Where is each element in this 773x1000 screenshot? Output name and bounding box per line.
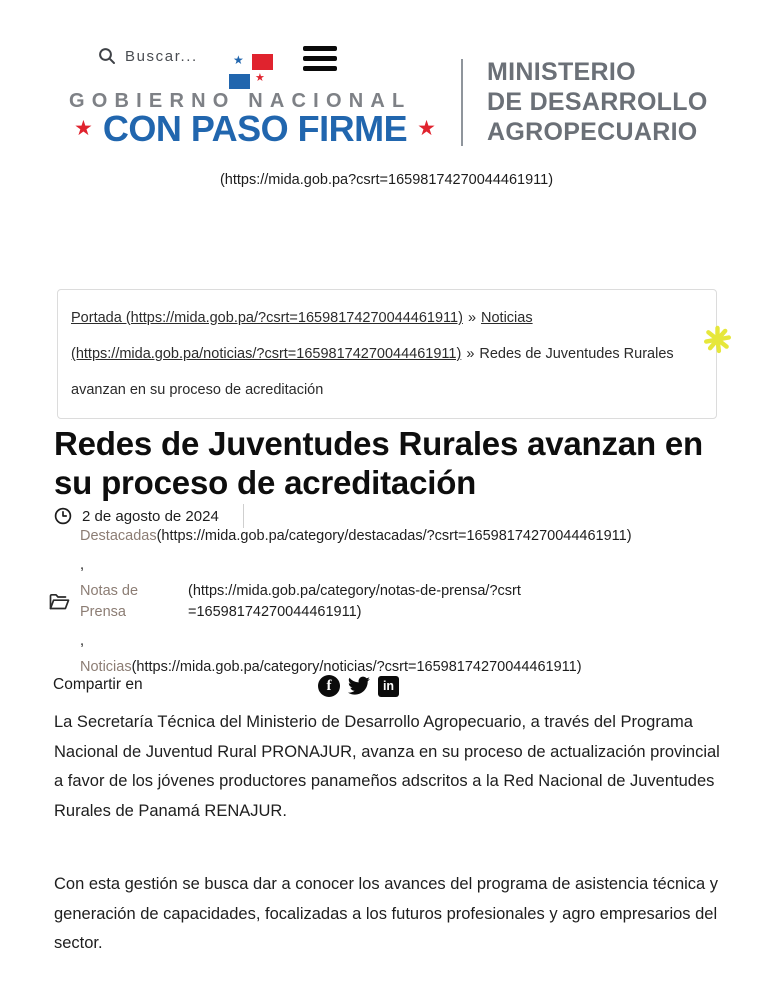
category-separator: , bbox=[80, 557, 85, 573]
category-link-label[interactable]: Noticias bbox=[80, 659, 132, 675]
breadcrumb-portada-link[interactable]: Portada (https://mida.gob.pa/?csrt=16598174270044461911) bbox=[71, 310, 463, 326]
logo-con-paso-firme-text: CON PASO FIRME bbox=[102, 108, 408, 149]
linkedin-icon[interactable]: in bbox=[378, 676, 399, 697]
logo-star-right-icon: ★ bbox=[417, 117, 436, 140]
ministry-line1: MINISTERIO bbox=[487, 58, 636, 86]
category-link-url[interactable]: (https://mida.gob.pa/category/destacadas/?csrt=16598174270044461911) bbox=[156, 528, 632, 544]
share-icons bbox=[318, 674, 399, 698]
menu-icon[interactable] bbox=[303, 46, 337, 71]
search-placeholder: Buscar... bbox=[125, 47, 198, 65]
logo-con-paso-firme bbox=[62, 108, 448, 150]
article-date-row bbox=[54, 504, 244, 528]
category-separator: , bbox=[80, 633, 85, 649]
ministry-wordmark bbox=[487, 57, 708, 147]
clock-icon bbox=[54, 507, 72, 525]
category-link-url[interactable]: (https://mida.gob.pa/category/noticias/?csrt=16598174270044461911) bbox=[131, 659, 582, 675]
category-link-label[interactable]: Destacadas bbox=[80, 528, 157, 544]
article-body bbox=[54, 708, 732, 1000]
article-paragraph: La Secretaría Técnica del Ministerio de Desarrollo Agropecuario, a través del Programa Nacional de Juventud Rural PRONAJUR, avanza en su proceso de actualización provincial a favor de los jóvenes productores panameños adscritos a la Red Nacional de Juventudes Rurales de Panamá RENAJUR. bbox=[54, 713, 720, 820]
article-date: 2 de agosto de 2024 bbox=[82, 507, 219, 525]
panama-flag-icon bbox=[231, 53, 273, 87]
flag-blue-star: ★ bbox=[233, 53, 244, 67]
breadcrumb-separator: » bbox=[467, 310, 477, 326]
share-label: Compartir en bbox=[53, 676, 143, 693]
category-item[interactable] bbox=[80, 526, 698, 547]
search-icon bbox=[98, 47, 116, 65]
breadcrumb bbox=[57, 289, 717, 419]
breadcrumb-separator: » bbox=[466, 346, 475, 362]
page-title: Redes de Juventudes Rurales avanzan en su proceso de acreditación bbox=[54, 425, 703, 501]
category-item[interactable] bbox=[80, 581, 698, 623]
category-list bbox=[80, 526, 698, 678]
logo-gobierno-nacional: GOBIERNO NACIONAL bbox=[69, 90, 412, 112]
category-link-label[interactable]: Notas de Prensa bbox=[80, 583, 139, 620]
facebook-icon[interactable]: f bbox=[318, 675, 340, 697]
meta-divider bbox=[243, 504, 244, 528]
twitter-icon[interactable] bbox=[347, 674, 371, 698]
article-paragraph: Con esta gestión se busca dar a conocer los avances del programa de asistencia técnica y generación de capacidades, focalizadas a los futuros profesionales y agro empresarios del sector. bbox=[54, 875, 719, 952]
category-link-url[interactable]: (https://mida.gob.pa/category/notas-de-prensa/?csrt=16598174270044461911) bbox=[188, 583, 521, 620]
folder-icon bbox=[49, 593, 70, 611]
yellow-asterisk-icon bbox=[702, 324, 733, 355]
logo-star-left-icon: ★ bbox=[74, 117, 93, 140]
breadcrumb-current: Redes de Juventudes Rurales avanzan en su proceso de acreditación bbox=[71, 346, 674, 398]
breadcrumb-noticias-link[interactable]: Noticias (https://mida.gob.pa/noticias/?csrt=16598174270044461911) bbox=[71, 310, 533, 362]
ministry-line3: AGROPECUARIO bbox=[487, 118, 698, 146]
search-input[interactable] bbox=[98, 47, 198, 65]
header-divider bbox=[461, 59, 463, 146]
site-url-text: (https://mida.gob.pa?csrt=16598174270044461911) bbox=[219, 172, 554, 188]
ministry-line2: DE DESARROLLO bbox=[487, 88, 708, 116]
flag-red-star: ★ bbox=[255, 71, 265, 84]
article-categories bbox=[48, 526, 698, 678]
